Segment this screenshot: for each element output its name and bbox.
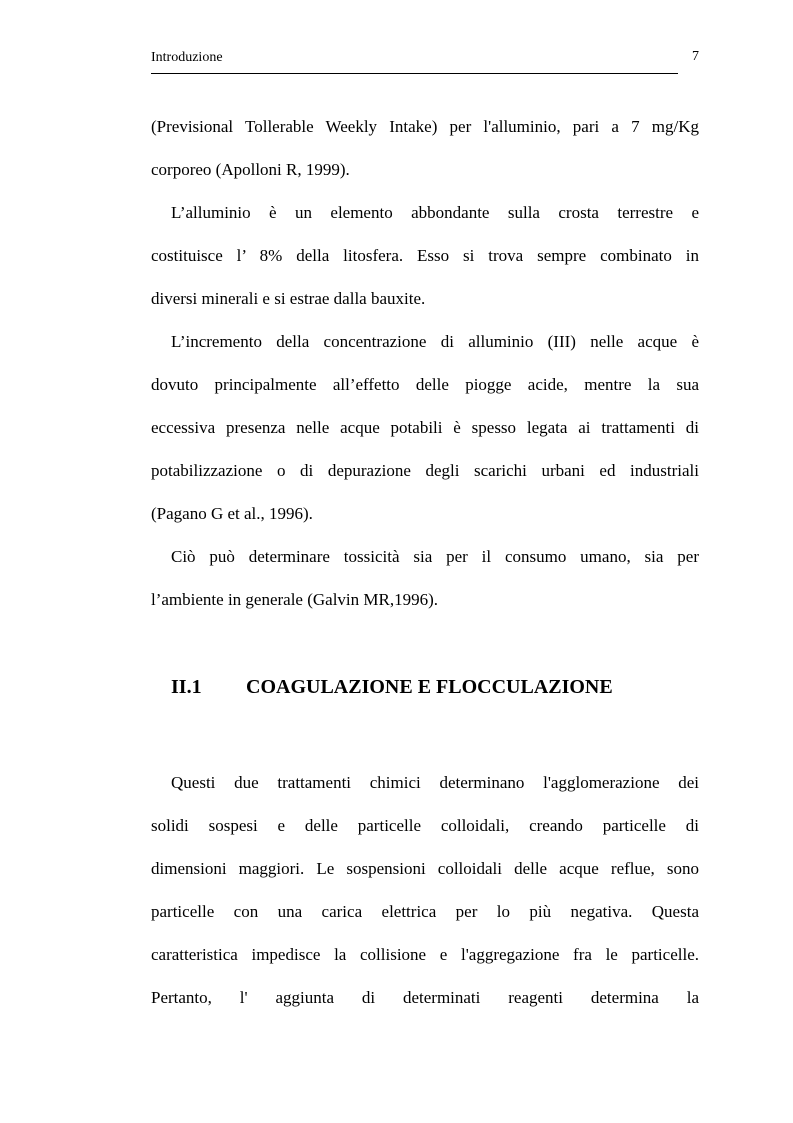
- text-line: dovuto principalmente all’effetto delle piogge acide, mentre la sua: [151, 375, 699, 394]
- text-line: diversi minerali e si estrae dalla bauxite.: [151, 289, 426, 308]
- text-line: dimensioni maggiori. Le sospensioni colloidali delle acque reflue, sono: [151, 859, 699, 878]
- text-line: Pertanto, l' aggiunta di determinati reagenti determina la: [151, 988, 699, 1007]
- page-number: 7: [692, 49, 699, 64]
- text-line: (Pagano G et al., 1996).: [151, 504, 313, 523]
- header-title: Introduzione: [151, 50, 223, 65]
- text-line: solidi sospesi e delle particelle colloidali, creando particelle di: [151, 816, 699, 835]
- text-line: particelle con una carica elettrica per lo più negativa. Questa: [151, 902, 699, 921]
- text-line: (Previsional Tollerable Weekly Intake) per l'alluminio, pari a 7 mg/Kg: [151, 117, 699, 136]
- text-line: L’alluminio è un elemento abbondante sulla crosta terrestre e: [171, 203, 699, 222]
- text-line: eccessiva presenza nelle acque potabili è spesso legata ai trattamenti di: [151, 418, 699, 437]
- text-line: costituisce l’ 8% della litosfera. Esso si trova sempre combinato in: [151, 246, 699, 265]
- section-number: II.1: [171, 676, 202, 698]
- text-line: corporeo (Apolloni R, 1999).: [151, 160, 350, 179]
- text-line: l’ambiente in generale (Galvin MR,1996).: [151, 590, 439, 609]
- text-line: potabilizzazione o di depurazione degli scarichi urbani ed industriali: [151, 461, 699, 480]
- text-line: caratteristica impedisce la collisione e l'aggregazione fra le particelle.: [151, 945, 699, 964]
- text-line: Questi due trattamenti chimici determinano l'agglomerazione dei: [171, 773, 699, 792]
- section-title: COAGULAZIONE E FLOCCULAZIONE: [246, 676, 613, 698]
- text-line: L’incremento della concentrazione di alluminio (III) nelle acque è: [171, 332, 699, 351]
- running-header: [151, 49, 678, 74]
- text-line: Ciò può determinare tossicità sia per il consumo umano, sia per: [171, 547, 699, 566]
